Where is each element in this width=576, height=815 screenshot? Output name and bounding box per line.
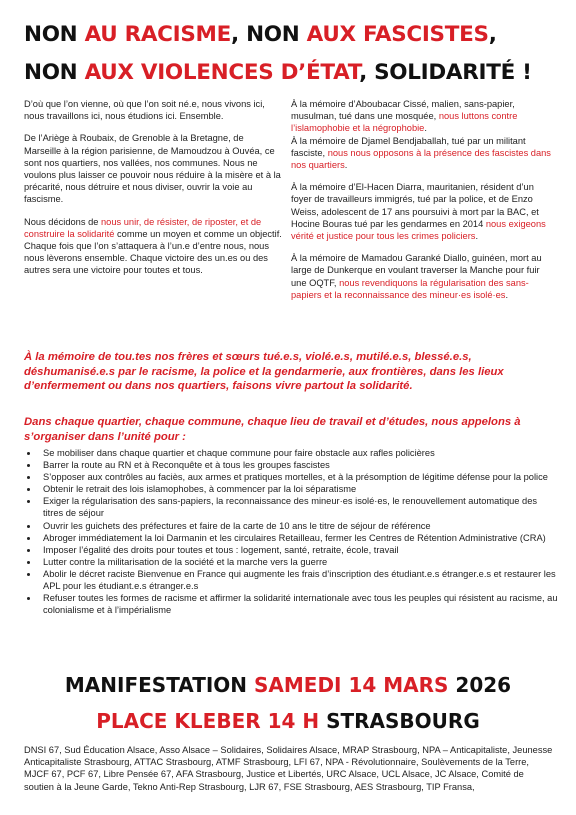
demand-item: • Barrer la route au RN et à Reconquête et à tous les groupes fascistes: [39, 459, 559, 471]
paragraph-highlight: nous luttons contre l’islamophobie et la négrophobie: [291, 111, 518, 134]
paragraph: De l’Ariège à Roubaix, de Grenoble à la Bretagne, de Marseille à la région parisienne, de Mamoudzou à Ouvéa, ce sont nos quartiers, nos vallées, nos communes. Nous ne voulons plus laisser ce pouvoir nous réduire à la misère et à la précarité, nous détruire et nous diviser, ouvrir la voie au fascisme.: [24, 133, 281, 205]
paragraph-text: À la mémoire de Djamel Bendjaballah, tué par un militant fasciste,: [291, 135, 526, 158]
paragraph-text: .: [505, 289, 509, 300]
headline-text: ,: [488, 22, 497, 47]
paragraph-highlight: nous nous opposons à la présence des fascistes dans nos quartiers: [291, 147, 551, 171]
memorial-paragraph: [291, 252, 553, 301]
event-date: SAMEDI 14 MARS: [254, 673, 449, 697]
call-to-action: Dans chaque quartier, chaque commune, chaque lieu de travail et d’études, nous appelons à s’organiser dans l’unité pour :: [24, 416, 521, 443]
headline-line-2: [24, 60, 564, 86]
event-year: 2026: [448, 673, 512, 697]
paragraph-text: .: [475, 231, 479, 242]
left-column: [24, 98, 282, 287]
memorial-paragraph: [291, 181, 553, 242]
event-text: MANIFESTATION: [64, 673, 254, 697]
demand-item: • Refuser toutes les formes de racisme et affirmer la solidarité internationale avec tous les peuples qui résistent au racisme, au colonialisme et à l’impérialisme: [39, 592, 559, 616]
demand-item: • S’opposer aux contrôles au faciès, aux armes et pratiques mortelles, et à la présomption de légitime défense pour la police: [39, 471, 559, 483]
paragraph-text: .: [344, 160, 348, 171]
demand-item: • Imposer l’égalité des droits pour toutes et tous : logement, santé, retraite, école, travail: [39, 544, 559, 556]
paragraph-text: À la mémoire d’El-Hacen Diarra, mauritanien, résident d’un foyer de travailleurs immigrés, tué par la police, et de Enzo Weiss, adolescent de 17 ans poursuivi à mort par la BAC, et Hocine Bouras tué par les gendarmes en 2014: [291, 182, 539, 229]
paragraph: D’où que l’on vienne, où que l’on soit né.e, nous vivons ici, nous travaillons ici, nous étudions ici. Ensemble.: [24, 99, 265, 122]
headline-highlight: AUX VIOLENCES D’ÉTAT: [84, 60, 360, 85]
demand-item: • Exiger la régularisation des sans-papiers, la reconnaissance des mineur·es isolé·es, le renouvellement automatique des titres de séjour: [39, 495, 559, 519]
paragraph-text: Nous décidons de: [24, 216, 102, 227]
headline-text: NON: [24, 22, 85, 47]
paragraph-text: À la mémoire de Mamadou Garanké Diallo, guinéen, mort au large de Dunkerque en voulant traverser la Manche pour fuir une OQTF,: [291, 253, 542, 288]
paragraph-text: comme un moyen et comme un objectif. Chaque fois que l’on s’attaquera à l’un.e d’entre nous, nous nous lèverons ensemble. Chaque victoire des un.es ou des autres sera une victoire pour toutes et tous.: [24, 228, 282, 276]
headline-text: , NON: [231, 22, 307, 47]
paragraph-highlight: nous revendiquons la régularisation des sans-papiers et la reconnaissance des mineur·es isolé·es: [291, 277, 529, 300]
headline-line-1: [24, 22, 564, 48]
event-place: PLACE KLEBER 14 H: [96, 709, 320, 733]
memorial-paragraph: [291, 98, 553, 171]
event-city: STRASBOURG: [319, 709, 480, 733]
signatories: DNSI 67, Sud Éducation Alsace, Asso Alsace – Solidaires, Solidaires Alsace, MRAP Strasbourg, NPA – Anticapitaliste, Jeunesse Anticapitaliste Strasbourg, ATTAC Strasbourg, ATMF Strasbourg, LFI 67, NPA - Révolutionnaire, Soulèvements de la Terre, MJCF 67, PCF 67, Libre Pensée 67, AFA Strasbourg, Justice et Libertés, URC Alsace, UCL Alsace, JC Alsace, Comité de soutien à la Jeune Garde, Tekno Anti-Rep Strasbourg, LJR 67, FSE Strasbourg, AES Strasbourg, TIP Fransa,: [24, 745, 553, 792]
demand-item: • Abolir le décret raciste Bienvenue en France qui augmente les frais d’inscription des étudiant.e.s étranger.e.s et restaurer les APL pour les étudiant.e.s étranger.e.s: [39, 568, 559, 592]
headline-text: , SOLIDARITÉ !: [359, 60, 532, 85]
paragraph-text: .: [424, 123, 427, 134]
demand-item: • Abroger immédiatement la loi Darmanin et les circulaires Retailleau, fermer les Centres de Rétention Administrative (CRA): [39, 532, 559, 544]
paragraph-text: À la mémoire d’Aboubacar Cissé, malien, sans-papier, musulman, tué dans une mosquée,: [291, 99, 515, 122]
memory-statement: À la mémoire de tou.tes nos frères et sœurs tué.e.s, violé.e.s, mutilé.e.s, blessé.e.s, déshumanisé.e.s par le racisme, la police et la gendarmerie, aux frontières, dans les lieux d’enfermement ou dans nos quartiers, faisons vivre partout la solidarité.: [24, 351, 504, 393]
paragraph-highlight: nous exigeons vérité et justice pour tous les crimes policiers: [291, 218, 546, 242]
right-column: [291, 98, 553, 311]
event-date-line: [0, 673, 576, 697]
headline-text: NON: [24, 60, 85, 85]
demand-item: • Se mobiliser dans chaque quartier et chaque commune pour faire obstacle aux rafles policières: [39, 447, 559, 459]
demands-list: [24, 447, 559, 616]
demand-item: • Ouvrir les guichets des préfectures et faire de la carte de 10 ans le titre de séjour de référence: [39, 520, 559, 532]
event-place-line: [0, 709, 576, 733]
paragraph-highlight: nous unir, de résister, de riposter, et de construire la solidarité: [24, 216, 262, 239]
paragraph: [24, 216, 282, 277]
headline-highlight: AUX FASCISTES: [306, 22, 489, 47]
demand-item: • Lutter contre la militarisation de la société et la marche vers la guerre: [39, 556, 559, 568]
headline-highlight: AU RACISME: [84, 22, 232, 47]
demand-item: • Obtenir le retrait des lois islamophobes, à commencer par la loi séparatisme: [39, 483, 559, 495]
